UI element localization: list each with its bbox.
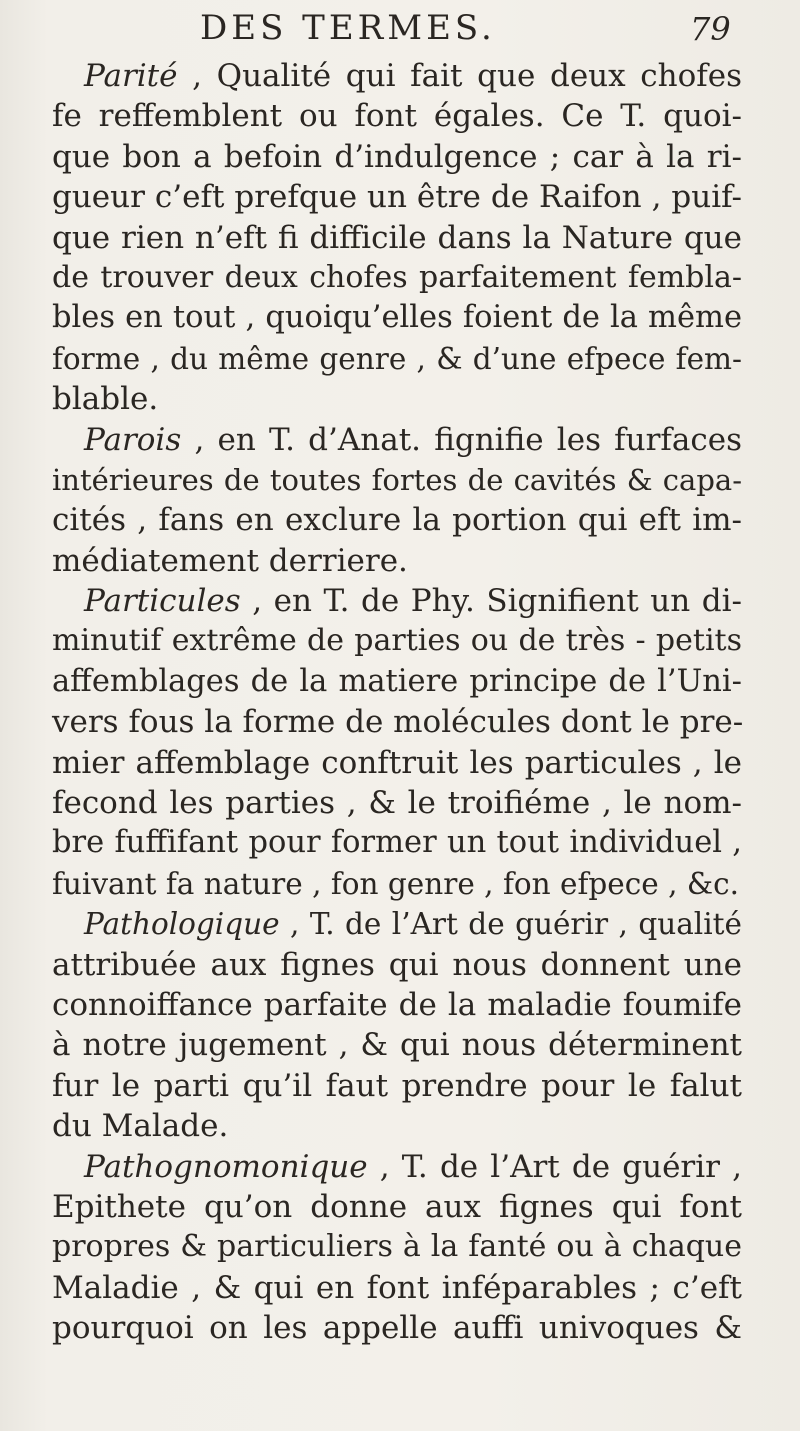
line-text: minutif extrême de parties ou de très - petits [52, 623, 742, 659]
text-line [52, 460, 742, 500]
line-text: connoiffance parfaite de la maladie foumife [52, 986, 742, 1023]
line-text: de trouver deux chofes parfaitement fembla- [52, 259, 742, 295]
line-text: intérieures de toutes fortes de cavités & capa- [52, 462, 742, 497]
line-text: , T. de l’Art de guérir , [367, 1148, 742, 1185]
line-text: Maladie , & qui en font inféparables ; c’eft [52, 1269, 742, 1306]
text-line [52, 1066, 742, 1106]
text-line [52, 743, 742, 783]
text-line [52, 1187, 742, 1227]
entry-term: Parois [84, 421, 182, 458]
page-header [0, 8, 800, 48]
entry-term: Parité [84, 58, 178, 94]
text-line [52, 1227, 742, 1267]
text-line [52, 339, 742, 379]
text-line [52, 420, 742, 460]
line-text: cités , fans en exclure la portion qui eft im- [52, 502, 742, 539]
text-line [52, 56, 742, 96]
text-line [52, 218, 742, 258]
line-text: forme , du même genre , & d’une efpece fem- [52, 341, 742, 376]
line-text: du Malade. [52, 1108, 229, 1145]
line-text: propres & particuliers à la fanté ou à chaque [52, 1229, 742, 1265]
text-line [52, 1268, 742, 1308]
text-line [52, 500, 742, 540]
line-text: mier affemblage conftruit les particules , le [52, 744, 742, 781]
text-line [52, 1025, 742, 1065]
running-title: DES TERMES. [200, 8, 496, 48]
line-text: bre fuffifant pour former un tout individuel , [52, 825, 742, 861]
line-text: , en T. de Phy. Signifient un di- [240, 583, 742, 620]
line-text: fuivant fa nature , fon genre , fon efpece , &c. [52, 866, 739, 901]
text-line [52, 581, 742, 621]
text-line [52, 1106, 742, 1146]
entry-term: Pathologique [84, 907, 280, 942]
line-text: médiatement derriere. [52, 542, 408, 579]
line-text: affemblages de la matiere principe de l’Uni- [52, 663, 742, 699]
line-text: blable. [52, 381, 159, 418]
line-text: que bon a befoin d’indulgence ; car à la ri- [52, 138, 742, 175]
line-text: , Qualité qui fait que deux chofes [177, 58, 742, 94]
line-text: , T. de l’Art de guérir , qualité [279, 907, 742, 942]
text-line [52, 379, 742, 419]
text-line [52, 96, 742, 136]
line-text: attribuée aux fignes qui nous donnent une [52, 946, 742, 983]
line-text: bles en tout , quoiqu’elles foient de la même [52, 300, 742, 336]
entry-term: Pathognomonique [84, 1148, 368, 1185]
page-number: 79 [690, 10, 731, 48]
line-text: fur le parti qu’il faut prendre pour le falut [52, 1067, 742, 1104]
text-line [52, 823, 742, 863]
text-line [52, 177, 742, 217]
line-text: , en T. d’Anat. fignifie les furfaces [181, 421, 742, 458]
text-line [52, 985, 742, 1025]
text-line [52, 702, 742, 742]
text-line [52, 662, 742, 702]
line-text: fecond les parties , & le troifiéme , le nom- [52, 785, 742, 822]
line-text: fe reffemblent ou font égales. Ce T. quoi- [52, 98, 742, 135]
text-line [52, 541, 742, 581]
dictionary-text [52, 56, 742, 1349]
text-line [52, 1147, 742, 1187]
line-text: gueur c’eft prefque un être de Raifon , puif- [52, 179, 742, 216]
text-line [52, 298, 742, 338]
line-text: Epithete qu’on donne aux fignes qui font [52, 1188, 742, 1225]
line-text: que rien n’eft fi difficile dans la Nature que [52, 219, 742, 256]
entry-term: Particules [84, 583, 241, 620]
text-line [52, 1308, 742, 1348]
text-line [52, 783, 742, 823]
line-text: à notre jugement , & qui nous déterminent [52, 1027, 742, 1064]
text-line [52, 864, 742, 904]
text-line [52, 258, 742, 298]
line-text: pourquoi on les appelle auffi univoques & [52, 1310, 742, 1347]
text-line [52, 137, 742, 177]
text-line [52, 904, 742, 944]
text-line [52, 621, 742, 661]
text-line [52, 945, 742, 985]
line-text: vers fous la forme de molécules dont le pre- [52, 704, 744, 741]
